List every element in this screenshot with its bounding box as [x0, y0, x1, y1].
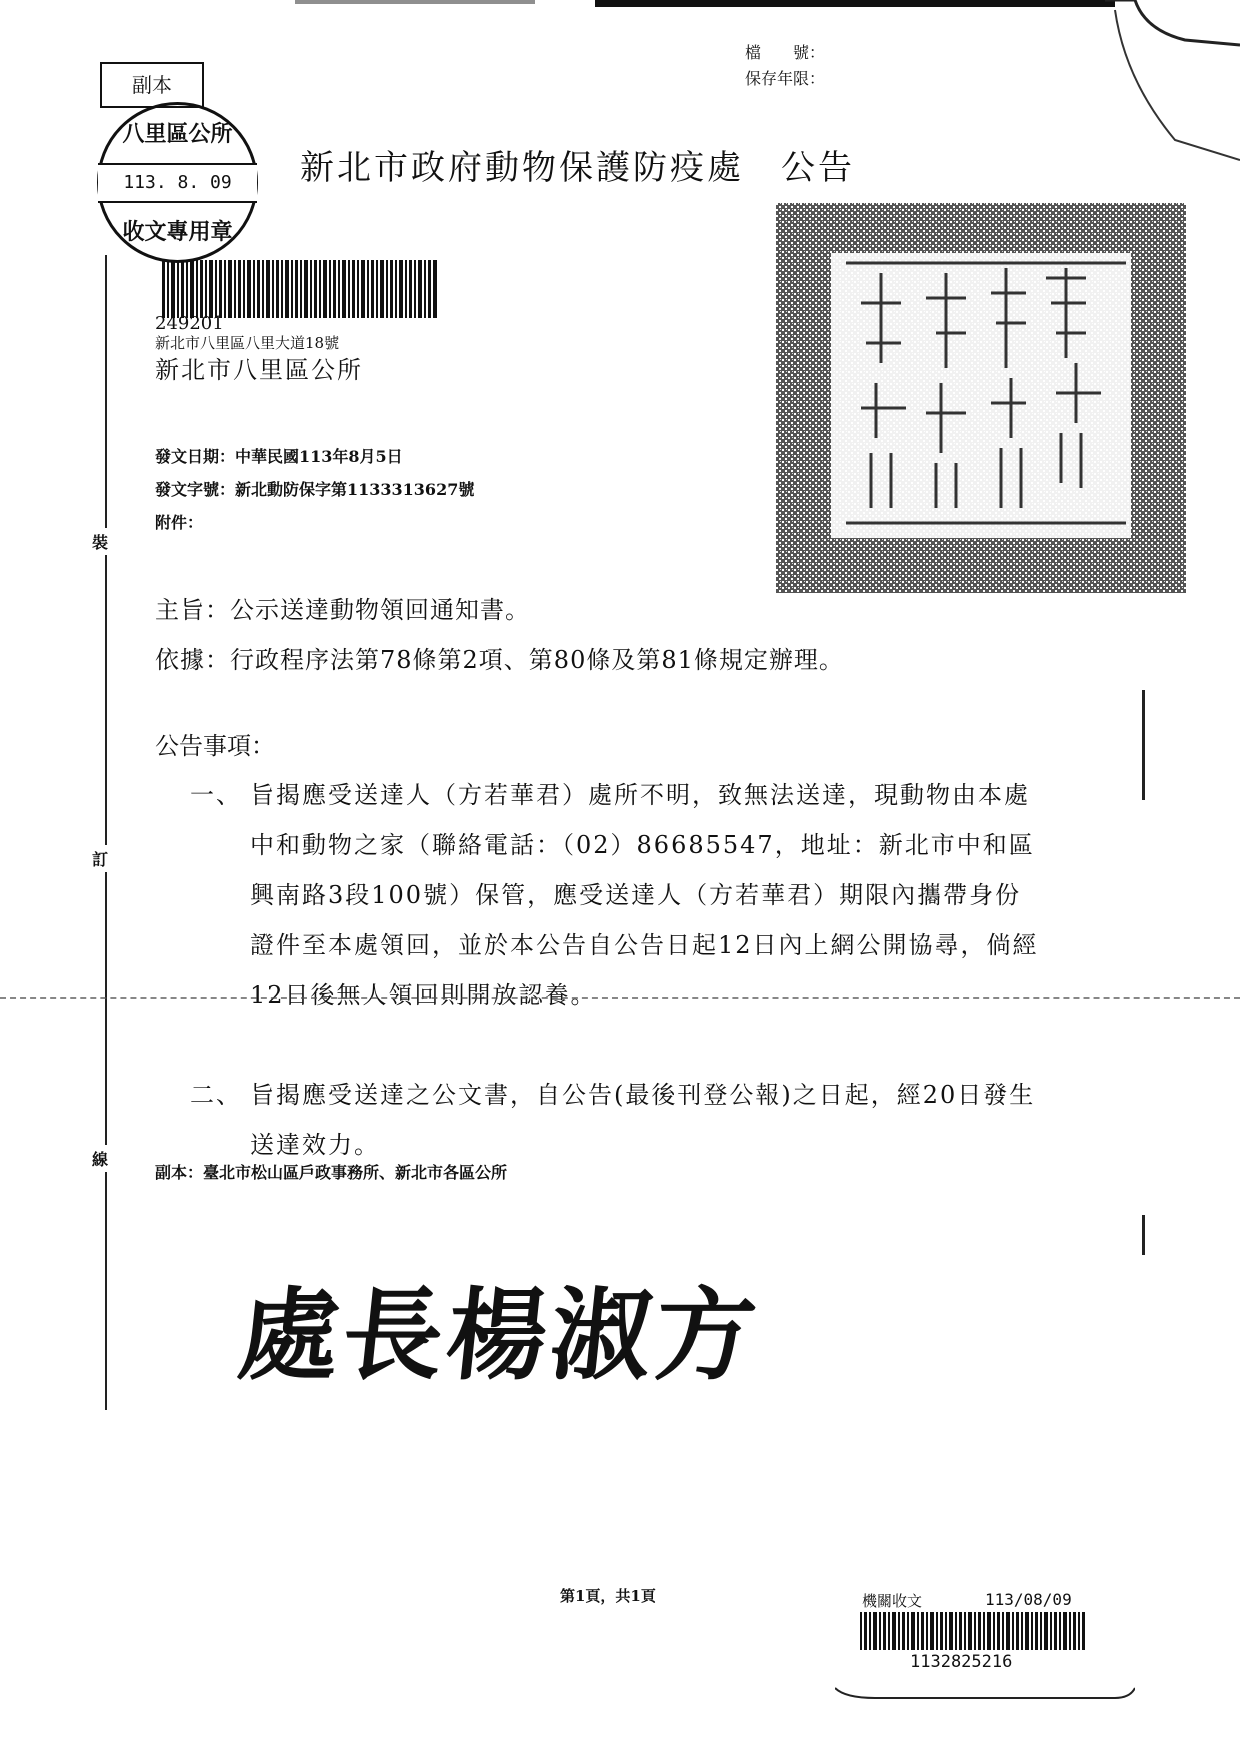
notice-item [190, 1070, 1050, 1170]
binding-mark: 訂 [92, 845, 108, 872]
notice-item [190, 770, 1050, 1070]
legal-basis: 依據：行政程序法第78條第2項、第80條及第81條規定辦理。 [155, 646, 844, 674]
recipient-zip: 249201 [155, 313, 224, 334]
document-meta [155, 440, 474, 539]
scan-artifact [835, 1683, 1135, 1703]
attachment-label: 附件： [155, 513, 204, 532]
scan-artifact [1142, 690, 1145, 800]
stamp-label: 收文專用章 [122, 219, 233, 245]
retention-label: 保存年限： [745, 69, 826, 88]
file-number-label: 檔 號： [745, 43, 826, 62]
receipt-label: 機關收文 [862, 1592, 923, 1610]
receipt-stamp [850, 1590, 1090, 1680]
subject-block [155, 585, 844, 685]
receipt-number: 1132825216 [910, 1652, 1013, 1672]
notice-items-title: 公告事項： [155, 732, 275, 760]
received-stamp [97, 102, 258, 263]
official-seal [776, 203, 1186, 593]
subject: 主旨：公示送達動物領回通知書。 [155, 596, 530, 624]
copy-to: 副本：臺北市松山區戶政事務所、新北市各區公所 [155, 1163, 508, 1182]
stamp-date: 113. 8. 09 [98, 163, 257, 203]
scan-artifact [595, 0, 1115, 7]
recipient-block [155, 315, 363, 387]
page-title: 新北市政府動物保護防疫處 公告 [300, 148, 855, 188]
scan-artifact [1142, 1215, 1145, 1255]
issue-date: 發文日期：中華民國113年8月5日 [155, 447, 403, 466]
director-signature: 處長楊淑方 [232, 1276, 766, 1394]
item-number: 一、 [190, 781, 242, 809]
recipient-name: 新北市八里區公所 [155, 356, 363, 384]
page-corner-fold [1105, 0, 1240, 165]
binding-mark: 線 [92, 1145, 108, 1172]
binding-mark: 裝 [92, 528, 108, 555]
receipt-barcode [860, 1612, 1085, 1650]
mail-barcode [162, 260, 437, 318]
item-text: 旨揭應受送達人（方若華君）處所不明，致無法送達，現動物由本處中和動物之家（聯絡電話：（02）86685547，地址：新北市中和區興南路3段100號）保管，應受送達人（方若華君）期限內攜帶身份證件至本處領回，並於本公告自公告日起12日內上網公開協尋，倘經12日後無人領回則開放認養。 [250, 781, 1039, 1009]
file-info [745, 40, 825, 92]
copy-label: 副本 [100, 62, 204, 108]
scan-artifact [295, 0, 535, 4]
stamp-office: 八里區公所 [122, 121, 233, 147]
recipient-address: 新北市八里區八里大道18號 [155, 334, 340, 352]
item-number: 二、 [190, 1081, 242, 1109]
item-text: 旨揭應受送達之公文書，自公告(最後刊登公報)之日起，經20日發生送達效力。 [250, 1081, 1036, 1159]
reference-number: 發文字號：新北動防保字第1133313627號 [155, 480, 475, 499]
binding-line [105, 255, 107, 1410]
scan-fold-line [0, 997, 1240, 999]
receipt-date: 113/08/09 [985, 1590, 1072, 1609]
page-number: 第1頁，共1頁 [560, 1587, 656, 1605]
